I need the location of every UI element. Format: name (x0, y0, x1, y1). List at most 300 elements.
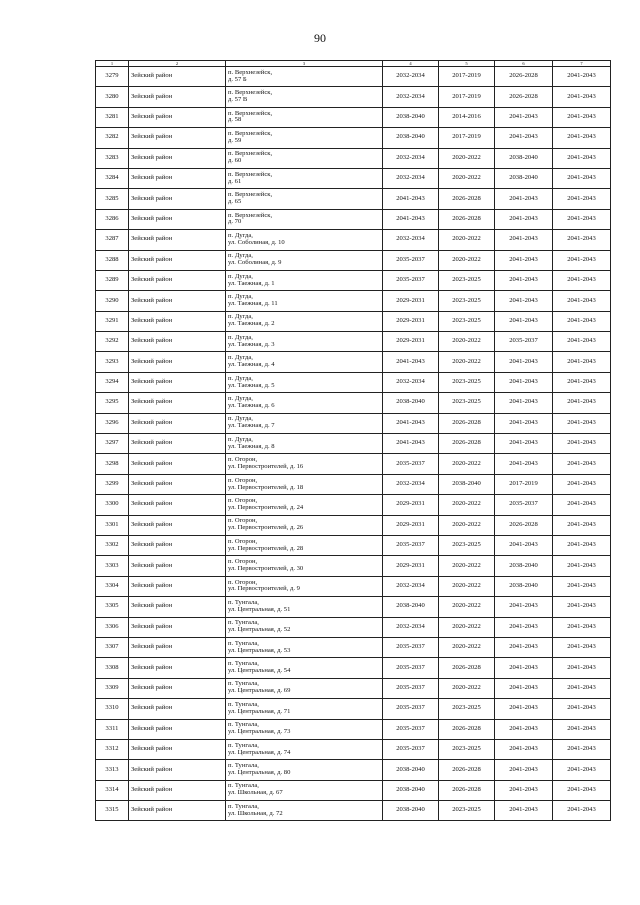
address-cell (226, 434, 383, 454)
period-col-6: 2041-2043 (495, 270, 553, 290)
address-street: д. 57 Б (228, 75, 247, 83)
period-col-6: 2041-2043 (495, 372, 553, 392)
period-col-4: 2032-2034 (383, 576, 439, 596)
table-row (96, 699, 611, 719)
table-body (96, 67, 611, 821)
period-col-4: 2032-2034 (383, 67, 439, 87)
period-col-6: 2041-2043 (495, 719, 553, 739)
district-cell: Зейский район (129, 67, 226, 87)
district-cell: Зейский район (129, 719, 226, 739)
row-number: 3313 (96, 760, 129, 780)
period-col-5: 2023-2025 (439, 739, 495, 759)
address-cell (226, 413, 383, 433)
period-col-6: 2041-2043 (495, 209, 553, 229)
period-col-7: 2041-2043 (553, 393, 611, 413)
table-row (96, 270, 611, 290)
address-cell (226, 678, 383, 698)
address-street: ул. Таежная, д. 7 (228, 422, 275, 430)
address-settlement: п. Огорон, (228, 496, 258, 504)
row-number: 3310 (96, 699, 129, 719)
address-cell (226, 637, 383, 657)
period-col-5: 2020-2022 (439, 678, 495, 698)
period-col-7: 2041-2043 (553, 780, 611, 800)
period-col-6: 2041-2043 (495, 189, 553, 209)
row-number: 3289 (96, 270, 129, 290)
address-street: ул. Центральная, д. 73 (228, 728, 291, 736)
period-col-6: 2041-2043 (495, 739, 553, 759)
period-col-6: 2041-2043 (495, 413, 553, 433)
address-cell (226, 332, 383, 352)
address-street: ул. Соболиная, д. 9 (228, 259, 282, 267)
table-row (96, 372, 611, 392)
period-col-6: 2041-2043 (495, 311, 553, 331)
table-row (96, 189, 611, 209)
period-col-7: 2041-2043 (553, 148, 611, 168)
period-col-7: 2041-2043 (553, 189, 611, 209)
page-number: 90 (314, 31, 326, 45)
district-cell: Зейский район (129, 699, 226, 719)
address-street: д. 61 (228, 177, 242, 185)
district-cell: Зейский район (129, 270, 226, 290)
period-col-6: 2041-2043 (495, 128, 553, 148)
column-header: 1 (96, 61, 129, 67)
period-col-4: 2041-2043 (383, 189, 439, 209)
address-settlement: п. Верхнезейск, (228, 109, 273, 117)
period-col-7: 2041-2043 (553, 413, 611, 433)
address-cell (226, 87, 383, 107)
district-cell: Зейский район (129, 535, 226, 555)
period-col-6: 2041-2043 (495, 678, 553, 698)
district-cell: Зейский район (129, 637, 226, 657)
table-row (96, 576, 611, 596)
period-col-5: 2023-2025 (439, 393, 495, 413)
period-col-7: 2041-2043 (553, 678, 611, 698)
row-number: 3309 (96, 678, 129, 698)
table-row (96, 780, 611, 800)
address-settlement: п. Тунгала, (228, 802, 259, 810)
row-number: 3291 (96, 311, 129, 331)
address-cell (226, 658, 383, 678)
period-col-5: 2026-2028 (439, 658, 495, 678)
address-settlement: п. Дугда, (228, 293, 253, 301)
table-row (96, 230, 611, 250)
period-col-4: 2029-2031 (383, 311, 439, 331)
address-cell (226, 597, 383, 617)
district-cell: Зейский район (129, 189, 226, 209)
address-street: ул. Школьная, д. 67 (228, 789, 283, 797)
period-col-7: 2041-2043 (553, 801, 611, 821)
district-cell: Зейский район (129, 413, 226, 433)
district-cell: Зейский район (129, 739, 226, 759)
period-col-5: 2020-2022 (439, 556, 495, 576)
row-number: 3288 (96, 250, 129, 270)
address-street: ул. Соболиная, д. 10 (228, 238, 285, 246)
address-street: ул. Школьная, д. 72 (228, 809, 283, 817)
address-settlement: п. Огорон, (228, 537, 258, 545)
district-cell: Зейский район (129, 311, 226, 331)
address-settlement: п. Дугда, (228, 333, 253, 341)
period-col-7: 2041-2043 (553, 495, 611, 515)
address-street: ул. Центральная, д. 80 (228, 768, 291, 776)
address-street: ул. Таежная, д. 1 (228, 279, 275, 287)
row-number: 3295 (96, 393, 129, 413)
district-cell: Зейский район (129, 393, 226, 413)
period-col-5: 2020-2022 (439, 637, 495, 657)
period-col-7: 2041-2043 (553, 474, 611, 494)
period-col-4: 2038-2040 (383, 107, 439, 127)
row-number: 3296 (96, 413, 129, 433)
table-row (96, 291, 611, 311)
row-number: 3286 (96, 209, 129, 229)
row-number: 3292 (96, 332, 129, 352)
period-col-5: 2017-2019 (439, 67, 495, 87)
address-cell (226, 250, 383, 270)
period-col-6: 2041-2043 (495, 699, 553, 719)
period-col-5: 2023-2025 (439, 291, 495, 311)
district-cell: Зейский район (129, 780, 226, 800)
row-number: 3280 (96, 87, 129, 107)
address-cell (226, 780, 383, 800)
period-col-7: 2041-2043 (553, 230, 611, 250)
period-col-4: 2041-2043 (383, 413, 439, 433)
address-cell (226, 311, 383, 331)
district-cell: Зейский район (129, 291, 226, 311)
period-col-7: 2041-2043 (553, 576, 611, 596)
period-col-7: 2041-2043 (553, 67, 611, 87)
table-row (96, 67, 611, 87)
column-header: 5 (439, 61, 495, 67)
address-street: ул. Центральная, д. 54 (228, 667, 291, 675)
row-number: 3297 (96, 434, 129, 454)
table-row (96, 739, 611, 759)
period-col-7: 2041-2043 (553, 311, 611, 331)
period-col-5: 2020-2022 (439, 515, 495, 535)
address-settlement: п. Дугда, (228, 354, 253, 362)
address-settlement: п. Тунгала, (228, 598, 259, 606)
period-col-6: 2041-2043 (495, 801, 553, 821)
period-col-4: 2032-2034 (383, 168, 439, 188)
address-cell (226, 556, 383, 576)
table-row (96, 87, 611, 107)
period-col-7: 2041-2043 (553, 535, 611, 555)
row-number: 3301 (96, 515, 129, 535)
row-number: 3299 (96, 474, 129, 494)
period-col-5: 2017-2019 (439, 128, 495, 148)
address-settlement: п. Огорон, (228, 517, 258, 525)
period-col-6: 2017-2019 (495, 474, 553, 494)
address-street: ул. Первостроителей, д. 9 (228, 585, 300, 593)
address-settlement: п. Тунгала, (228, 721, 259, 729)
address-cell (226, 576, 383, 596)
address-cell (226, 352, 383, 372)
address-cell (226, 148, 383, 168)
period-col-5: 2023-2025 (439, 270, 495, 290)
period-col-4: 2029-2031 (383, 556, 439, 576)
period-col-4: 2041-2043 (383, 352, 439, 372)
period-col-5: 2020-2022 (439, 617, 495, 637)
address-cell (226, 372, 383, 392)
period-col-4: 2038-2040 (383, 393, 439, 413)
period-col-4: 2035-2037 (383, 719, 439, 739)
address-street: ул. Таежная, д. 2 (228, 320, 275, 328)
address-settlement: п. Дугда, (228, 272, 253, 280)
period-col-5: 2020-2022 (439, 148, 495, 168)
address-settlement: п. Верхнезейск, (228, 211, 273, 219)
address-street: ул. Таежная, д. 11 (228, 299, 278, 307)
period-col-4: 2041-2043 (383, 434, 439, 454)
district-cell: Зейский район (129, 617, 226, 637)
period-col-6: 2041-2043 (495, 250, 553, 270)
district-cell: Зейский район (129, 168, 226, 188)
address-cell (226, 454, 383, 474)
period-col-4: 2032-2034 (383, 230, 439, 250)
table-row (96, 678, 611, 698)
table-row (96, 515, 611, 535)
period-col-5: 2020-2022 (439, 495, 495, 515)
period-col-6: 2041-2043 (495, 454, 553, 474)
address-cell (226, 760, 383, 780)
period-col-5: 2020-2022 (439, 332, 495, 352)
district-cell: Зейский район (129, 128, 226, 148)
row-number: 3315 (96, 801, 129, 821)
table-row (96, 637, 611, 657)
period-col-7: 2041-2043 (553, 107, 611, 127)
address-settlement: п. Верхнезейск, (228, 150, 273, 158)
address-settlement: п. Дугда, (228, 313, 253, 321)
address-street: ул. Таежная, д. 4 (228, 361, 275, 369)
row-number: 3293 (96, 352, 129, 372)
address-cell (226, 230, 383, 250)
period-col-4: 2035-2037 (383, 250, 439, 270)
address-settlement: п. Тунгала, (228, 680, 259, 688)
period-col-5: 2020-2022 (439, 352, 495, 372)
address-cell (226, 739, 383, 759)
period-col-6: 2026-2028 (495, 67, 553, 87)
period-col-7: 2041-2043 (553, 454, 611, 474)
table-row (96, 801, 611, 821)
period-col-7: 2041-2043 (553, 556, 611, 576)
period-col-7: 2041-2043 (553, 617, 611, 637)
address-cell (226, 474, 383, 494)
table-row (96, 617, 611, 637)
address-street: д. 58 (228, 116, 242, 124)
row-number: 3281 (96, 107, 129, 127)
address-settlement: п. Верхнезейск, (228, 89, 273, 97)
address-settlement: п. Дугда, (228, 374, 253, 382)
address-street: ул. Центральная, д. 74 (228, 748, 291, 756)
period-col-5: 2023-2025 (439, 311, 495, 331)
period-col-4: 2029-2031 (383, 291, 439, 311)
row-number: 3290 (96, 291, 129, 311)
address-street: ул. Первостроителей, д. 16 (228, 463, 304, 471)
period-col-7: 2041-2043 (553, 637, 611, 657)
table-row (96, 352, 611, 372)
table-row (96, 250, 611, 270)
period-col-4: 2032-2034 (383, 87, 439, 107)
district-cell: Зейский район (129, 352, 226, 372)
district-cell: Зейский район (129, 107, 226, 127)
row-number: 3311 (96, 719, 129, 739)
period-col-5: 2020-2022 (439, 168, 495, 188)
table-row (96, 128, 611, 148)
period-col-7: 2041-2043 (553, 760, 611, 780)
address-cell (226, 291, 383, 311)
period-col-5: 2020-2022 (439, 597, 495, 617)
district-cell: Зейский район (129, 332, 226, 352)
period-col-7: 2041-2043 (553, 372, 611, 392)
period-col-5: 2026-2028 (439, 760, 495, 780)
address-settlement: п. Тунгала, (228, 619, 259, 627)
district-cell: Зейский район (129, 474, 226, 494)
period-col-5: 2020-2022 (439, 250, 495, 270)
district-cell: Зейский район (129, 658, 226, 678)
address-settlement: п. Верхнезейск, (228, 170, 273, 178)
address-cell (226, 128, 383, 148)
address-street: д. 70 (228, 218, 242, 226)
address-settlement: п. Тунгала, (228, 700, 259, 708)
period-col-6: 2041-2043 (495, 393, 553, 413)
period-col-6: 2041-2043 (495, 107, 553, 127)
address-settlement: п. Дугда, (228, 435, 253, 443)
table-row (96, 148, 611, 168)
period-col-6: 2038-2040 (495, 168, 553, 188)
address-street: ул. Центральная, д. 69 (228, 687, 291, 695)
district-cell: Зейский район (129, 801, 226, 821)
table-row (96, 658, 611, 678)
address-street: ул. Центральная, д. 71 (228, 707, 291, 715)
address-settlement: п. Огорон, (228, 578, 258, 586)
address-cell (226, 515, 383, 535)
period-col-4: 2029-2031 (383, 515, 439, 535)
period-col-5: 2020-2022 (439, 454, 495, 474)
row-number: 3308 (96, 658, 129, 678)
address-street: ул. Центральная, д. 52 (228, 626, 291, 634)
period-col-4: 2035-2037 (383, 739, 439, 759)
address-street: д. 60 (228, 157, 242, 165)
address-settlement: п. Верхнезейск, (228, 129, 273, 137)
table-row (96, 332, 611, 352)
period-col-5: 2026-2028 (439, 780, 495, 800)
row-number: 3303 (96, 556, 129, 576)
address-cell (226, 801, 383, 821)
period-col-6: 2041-2043 (495, 617, 553, 637)
row-number: 3279 (96, 67, 129, 87)
period-col-7: 2041-2043 (553, 434, 611, 454)
address-settlement: п. Тунгала, (228, 782, 259, 790)
period-col-5: 2026-2028 (439, 434, 495, 454)
row-number: 3284 (96, 168, 129, 188)
district-cell: Зейский район (129, 250, 226, 270)
period-col-6: 2038-2040 (495, 576, 553, 596)
address-street: ул. Первостроителей, д. 18 (228, 483, 304, 491)
address-street: ул. Первостроителей, д. 28 (228, 544, 304, 552)
address-street: ул. Центральная, д. 51 (228, 605, 291, 613)
district-cell: Зейский район (129, 148, 226, 168)
period-col-4: 2029-2031 (383, 495, 439, 515)
period-col-4: 2035-2037 (383, 270, 439, 290)
address-street: ул. Таежная, д. 5 (228, 381, 275, 389)
period-col-6: 2041-2043 (495, 230, 553, 250)
district-cell: Зейский район (129, 495, 226, 515)
period-col-5: 2026-2028 (439, 209, 495, 229)
period-col-5: 2026-2028 (439, 189, 495, 209)
address-cell (226, 270, 383, 290)
address-street: ул. Первостроителей, д. 30 (228, 565, 304, 573)
table-row (96, 107, 611, 127)
address-cell (226, 107, 383, 127)
period-col-7: 2041-2043 (553, 739, 611, 759)
housing-repair-schedule-table (95, 60, 611, 821)
period-col-4: 2038-2040 (383, 801, 439, 821)
column-header: 3 (226, 61, 383, 67)
address-settlement: п. Огорон, (228, 558, 258, 566)
period-col-6: 2041-2043 (495, 352, 553, 372)
address-street: д. 57 В (228, 96, 248, 104)
district-cell: Зейский район (129, 515, 226, 535)
address-cell (226, 189, 383, 209)
period-col-7: 2041-2043 (553, 515, 611, 535)
period-col-5: 2023-2025 (439, 699, 495, 719)
period-col-4: 2032-2034 (383, 617, 439, 637)
period-col-4: 2035-2037 (383, 678, 439, 698)
address-street: ул. Таежная, д. 3 (228, 340, 275, 348)
address-settlement: п. Тунгала, (228, 660, 259, 668)
period-col-4: 2038-2040 (383, 760, 439, 780)
table-row (96, 474, 611, 494)
period-col-6: 2035-2037 (495, 495, 553, 515)
column-header: 6 (495, 61, 553, 67)
period-col-7: 2041-2043 (553, 168, 611, 188)
row-number: 3304 (96, 576, 129, 596)
period-col-5: 2020-2022 (439, 230, 495, 250)
table-row (96, 209, 611, 229)
period-col-6: 2026-2028 (495, 87, 553, 107)
address-cell (226, 535, 383, 555)
address-settlement: п. Верхнезейск, (228, 68, 273, 76)
address-settlement: п. Огорон, (228, 476, 258, 484)
column-header: 4 (383, 61, 439, 67)
address-settlement: п. Верхнезейск, (228, 191, 273, 199)
period-col-5: 2017-2019 (439, 87, 495, 107)
period-col-7: 2041-2043 (553, 597, 611, 617)
period-col-5: 2023-2025 (439, 372, 495, 392)
row-number: 3306 (96, 617, 129, 637)
address-settlement: п. Тунгала, (228, 639, 259, 647)
address-cell (226, 719, 383, 739)
row-number: 3307 (96, 637, 129, 657)
period-col-6: 2041-2043 (495, 434, 553, 454)
table-row (96, 597, 611, 617)
district-cell: Зейский район (129, 434, 226, 454)
table-row (96, 495, 611, 515)
column-header: 2 (129, 61, 226, 67)
district-cell: Зейский район (129, 87, 226, 107)
period-col-6: 2041-2043 (495, 597, 553, 617)
period-col-4: 2038-2040 (383, 780, 439, 800)
period-col-5: 2023-2025 (439, 535, 495, 555)
period-col-7: 2041-2043 (553, 128, 611, 148)
period-col-5: 2020-2022 (439, 576, 495, 596)
period-col-6: 2038-2040 (495, 556, 553, 576)
district-cell: Зейский район (129, 209, 226, 229)
table-row (96, 413, 611, 433)
row-number: 3305 (96, 597, 129, 617)
row-number: 3283 (96, 148, 129, 168)
period-col-7: 2041-2043 (553, 209, 611, 229)
table-row (96, 393, 611, 413)
district-cell: Зейский район (129, 760, 226, 780)
period-col-4: 2032-2034 (383, 148, 439, 168)
